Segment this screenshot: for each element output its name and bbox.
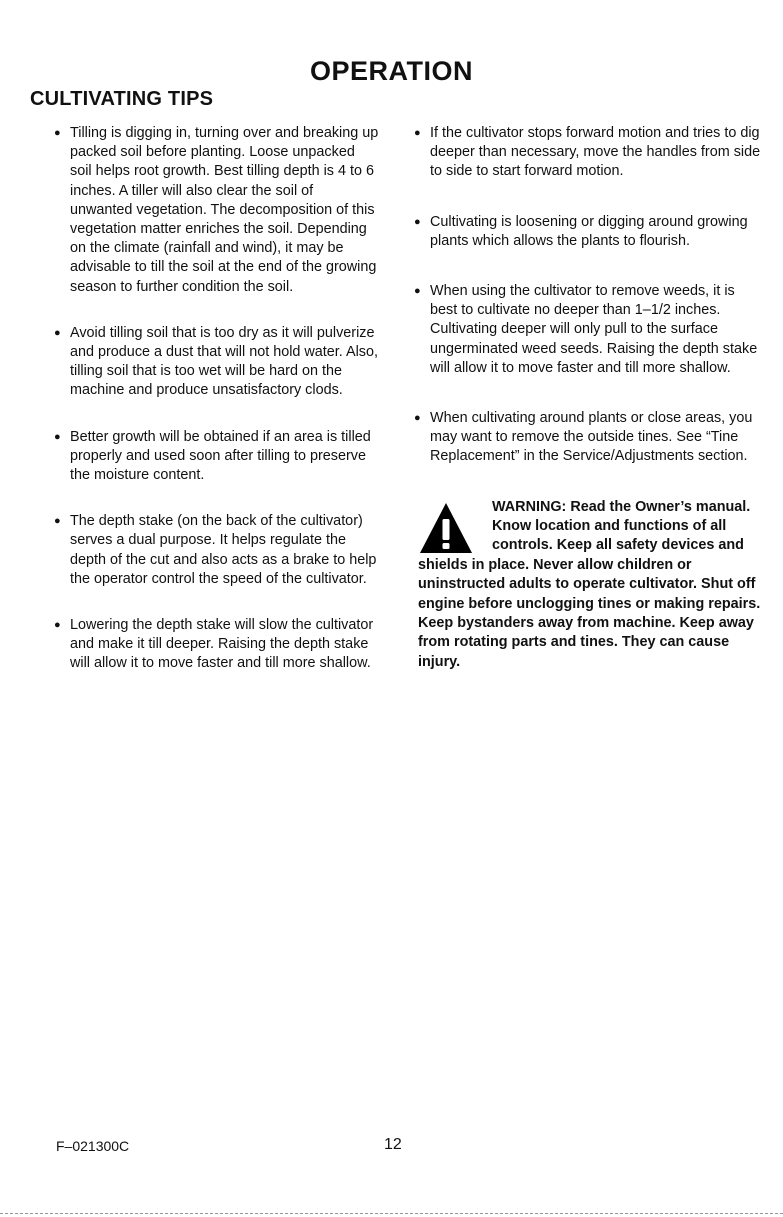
warning-text: WARNING: Read the Owner’s manual. Know location and functions of all controls. Keep all safety devices and shields in place. Never allow children or uninstructed adults to operate cultivator. Shut off engine before unclogging tines or making repairs. Keep bystanders away from machine. Keep away from rotating parts and tines. They can cause injury.: [418, 498, 761, 670]
warning-block: [418, 498, 764, 673]
left-column: [54, 124, 379, 701]
bottom-divider: [0, 1213, 783, 1214]
section-title: CULTIVATING TIPS: [30, 88, 214, 110]
bullet-icon: ●: [414, 285, 421, 298]
bullet-icon: ●: [54, 326, 61, 339]
bullet-icon: ●: [54, 515, 61, 528]
list-item: ● Tilling is digging in, turning over and breaking up packed soil before planting. Loose unpacked soil helps root growth. Best tilling depth is 4 to 6 inches. A tiller will also clear the soil of unwanted vegetation. The decomposition of this vegetation matter enriches the soil. Depending on the climate (rainfall and wind), it may be advisable to till the soil at the end of the growing season to further condition the soil.: [54, 125, 379, 295]
bullet-icon: ●: [414, 127, 421, 139]
list-item: ● Avoid tilling soil that is too dry as it will pulverize and produce a dust that will not hold water. Also, tilling soil that is too wet will be hard on the machine and produce unsatisfactory clods.: [54, 324, 378, 399]
bullet-icon: ●: [54, 619, 61, 632]
bullet-icon: ●: [54, 430, 61, 443]
bullet-icon: ●: [414, 215, 421, 228]
document-code: F–021300C: [56, 1138, 130, 1154]
page-number: 12: [384, 1136, 402, 1153]
bullet-icon: ●: [414, 412, 421, 425]
list-item: ● The depth stake (on the back of the cultivator) serves a dual purpose. It helps regulate the depth of the cut and also acts as a brake to help the operator control the speed of the cultivator.: [54, 513, 377, 587]
list-item: ● Better growth will be obtained if an area is tilled properly and used soon after tilling to preserve the moisture content.: [54, 428, 371, 484]
list-item: ● When using the cultivator to remove weeds, it is best to cultivate no deeper than 1–1/2 inches. Cultivating deeper will only pull to the surface ungerminated weed seeds. Raising the depth stake will allow it to move faster and till more shallow.: [414, 283, 758, 376]
bullet-icon: ●: [54, 127, 61, 139]
warning-triangle-icon: [418, 500, 474, 556]
list-item: ● Lowering the depth stake will slow the cultivator and make it till deeper. Raising the depth stake will allow it to move faster and till more shallow.: [54, 617, 374, 672]
right-column: [414, 124, 764, 672]
list-item: ● If the cultivator stops forward motion and tries to dig deeper than necessary, move the handles from side to side to start forward motion.: [414, 125, 761, 180]
list-item: ● Cultivating is loosening or digging around growing plants which allows the plants to flourish.: [414, 213, 748, 249]
list-item: ● When cultivating around plants or close areas, you may want to remove the outside tines. See “Tine Replacement” in the Service/Adjustments section.: [414, 410, 753, 465]
page-title: OPERATION: [309, 56, 473, 86]
